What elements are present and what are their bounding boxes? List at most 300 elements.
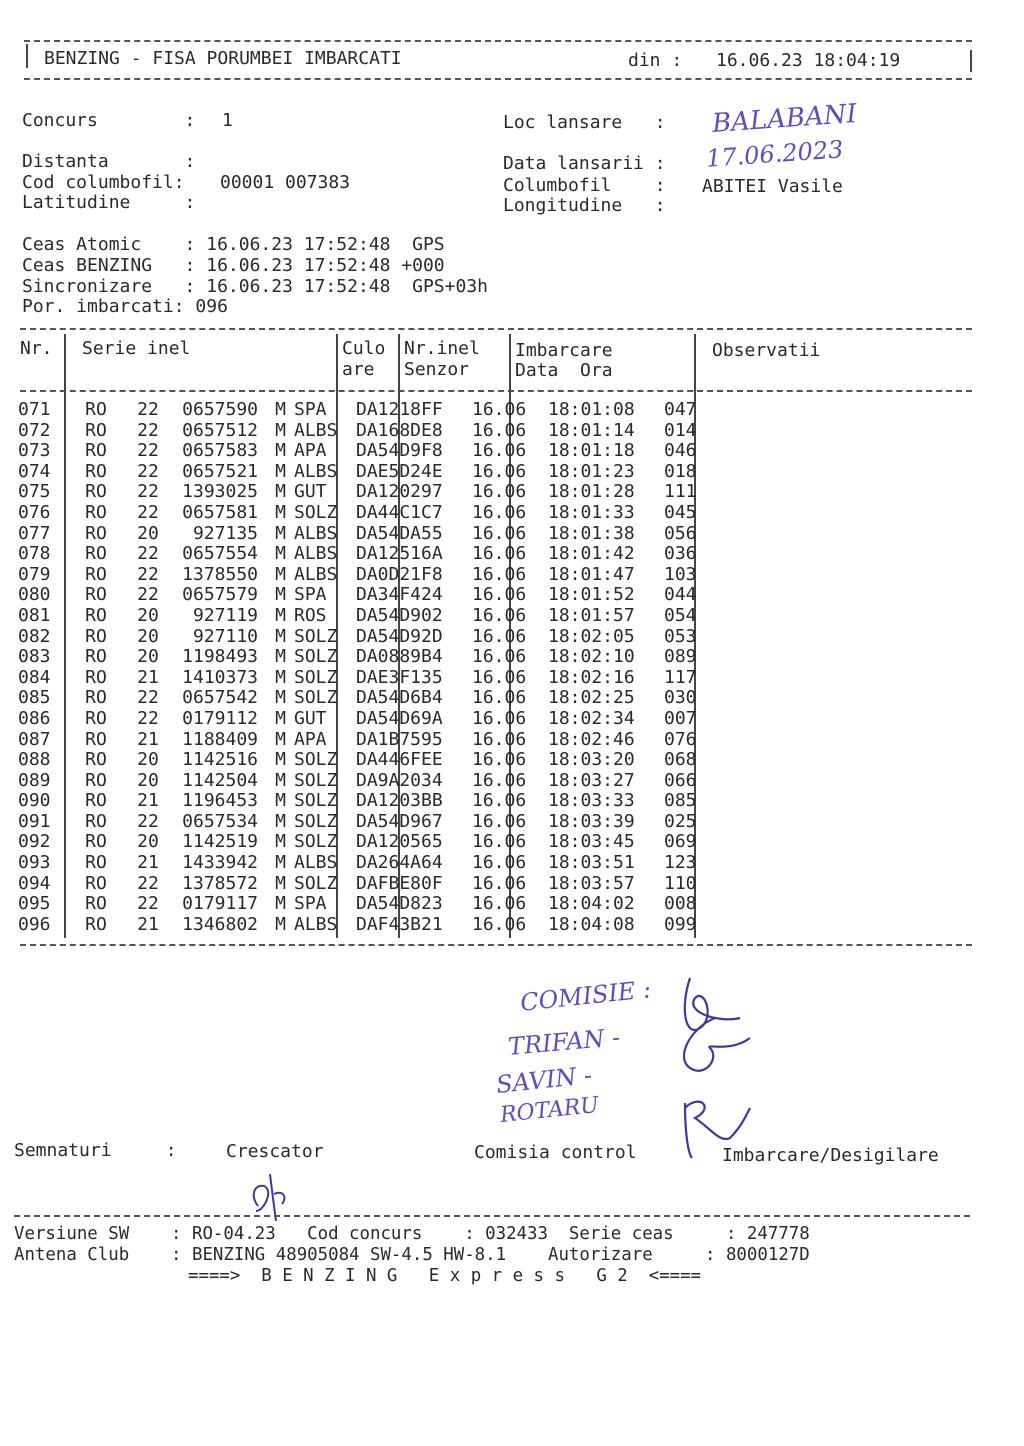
row-observation: 030 [664,687,697,709]
row-sex: M [275,543,286,565]
col-header-are: are [342,359,375,380]
row-observation: 053 [664,625,697,647]
row-date: 16.06 [472,563,527,585]
footer-benzing-express: ====> B E N Z I N G E x p r e s s G 2 <==== [188,1266,702,1286]
columbofil-label: Columbofil : [503,175,666,196]
row-year: 20 [137,831,159,853]
row-date: 16.06 [472,666,527,688]
row-date: 16.06 [472,440,527,462]
row-sex: M [275,666,286,688]
footer-version-line: Versiune SW : RO-04.23 Cod concurs : 032433 Serie ceas : 247778 [14,1224,810,1244]
row-sex: M [275,769,286,791]
row-ring: 0657590 [182,399,258,420]
row-time: 18:03:27 [548,769,635,791]
row-time: 18:01:28 [548,481,635,503]
row-number: 085 [18,687,51,709]
row-number: 082 [18,625,51,647]
row-date: 16.06 [472,501,527,523]
row-color: SOLZ [294,831,338,853]
col-header-nrinel: Nr.inel [404,338,480,359]
row-observation: 054 [664,604,697,626]
row-country: RO [85,625,107,647]
row-number: 089 [18,769,51,791]
row-observation: 025 [664,810,697,832]
row-date: 16.06 [472,625,527,647]
row-ring: 0657512 [182,419,258,441]
row-date: 16.06 [472,893,527,915]
row-year: 20 [137,604,159,626]
row-color: APA [294,728,327,750]
row-color: ALBS [294,460,338,482]
row-date: 16.06 [472,399,527,420]
row-sensor: DA54D902 [356,604,443,626]
row-observation: 068 [664,749,697,771]
row-time: 18:03:33 [548,790,635,812]
row-year: 20 [137,646,159,668]
imbarcare-desigilare-label: Imbarcare/Desigilare [722,1145,939,1166]
row-country: RO [85,646,107,668]
row-date: 16.06 [472,810,527,832]
din-label: din : [628,50,683,71]
crescator-label: Crescator [226,1141,324,1162]
latitudine-label: Latitudine : [22,192,196,213]
row-time: 18:03:39 [548,810,635,832]
row-color: ALBS [294,543,338,565]
row-year: 22 [137,419,159,441]
row-ring: 1378572 [182,872,258,894]
row-year: 21 [137,790,159,812]
row-country: RO [85,893,107,915]
row-color: SOLZ [294,666,338,688]
row-sensor: DA120297 [356,481,443,503]
row-sex: M [275,399,286,420]
row-color: SOLZ [294,646,338,668]
row-ring: 0657534 [182,810,258,832]
row-time: 18:03:51 [548,852,635,874]
row-date: 16.06 [472,522,527,544]
row-country: RO [85,440,107,462]
row-date: 16.06 [472,646,527,668]
row-sex: M [275,625,286,647]
crescator-signature-image [244,1166,304,1226]
table-row [18,730,724,751]
table-row [18,606,724,627]
row-time: 18:02:10 [548,646,635,668]
row-number: 092 [18,831,51,853]
row-country: RO [85,460,107,482]
row-color: SOLZ [294,501,338,523]
row-country: RO [85,481,107,503]
header-right-bar [970,50,972,72]
row-year: 22 [137,543,159,565]
row-number: 096 [18,913,51,935]
row-observation: 103 [664,563,697,585]
commission-signatures-image [660,968,770,1168]
row-number: 072 [18,419,51,441]
table-row [18,585,724,606]
row-number: 084 [18,666,51,688]
ceas-atomic: Ceas Atomic : 16.06.23 17:52:48 GPS [22,234,445,255]
row-color: ALBS [294,913,338,935]
row-time: 18:03:20 [548,749,635,771]
table-row [18,441,724,462]
row-date: 16.06 [472,419,527,441]
row-observation: 007 [664,707,697,729]
row-sex: M [275,522,286,544]
row-sensor: DA168DE8 [356,419,443,441]
row-color: SOLZ [294,749,338,771]
row-sensor: DA0889B4 [356,646,443,668]
row-time: 18:02:34 [548,707,635,729]
row-color: SOLZ [294,790,338,812]
row-observation: 069 [664,831,697,853]
row-date: 16.06 [472,728,527,750]
row-sensor: DA34F424 [356,584,443,606]
row-color: ALBS [294,419,338,441]
row-time: 18:02:25 [548,687,635,709]
row-number: 074 [18,460,51,482]
por-imbarcati: Por. imbarcati: 096 [22,296,228,317]
row-ring: 0657579 [182,584,258,606]
table-bottom-border [20,944,972,946]
row-time: 18:02:46 [548,728,635,750]
table-row [18,688,724,709]
row-sensor: DA9A2034 [356,769,443,791]
row-country: RO [85,790,107,812]
row-sensor: DA446FEE [356,749,443,771]
handwritten-savin: SAVIN - [494,1061,594,1099]
row-year: 22 [137,399,159,420]
row-year: 22 [137,481,159,503]
row-observation: 046 [664,440,697,462]
table-row [18,750,724,771]
row-observation: 018 [664,460,697,482]
row-country: RO [85,687,107,709]
row-time: 18:03:45 [548,831,635,853]
row-sensor: DA54D92D [356,625,443,647]
row-country: RO [85,749,107,771]
row-date: 16.06 [472,707,527,729]
row-sensor: DAF43B21 [356,913,443,935]
handwritten-rotaru: ROTARU [498,1092,601,1129]
row-time: 18:01:33 [548,501,635,523]
row-country: RO [85,872,107,894]
row-color: GUT [294,481,327,503]
col-header-imbarcare: Imbarcare [515,340,613,361]
row-sex: M [275,831,286,853]
table-row [18,647,724,668]
row-country: RO [85,522,107,544]
row-year: 22 [137,687,159,709]
table-row [18,503,724,524]
table-header-border [20,390,972,392]
row-observation: 044 [664,584,697,606]
row-year: 20 [137,769,159,791]
row-observation: 047 [664,399,697,420]
row-observation: 066 [664,769,697,791]
row-number: 083 [18,646,51,668]
row-year: 22 [137,460,159,482]
data-lansarii-label: Data lansarii : [503,153,666,174]
row-sensor: DA54D823 [356,893,443,915]
row-ring: 1198493 [182,646,258,668]
cod-columbofil-value: 00001 007383 [220,172,351,193]
row-sensor: DA12516A [356,543,443,565]
row-number: 075 [18,481,51,503]
concurs-label: Concurs : [22,110,196,131]
table-row [18,771,724,792]
table-row [18,894,724,915]
row-ring: 0657583 [182,440,258,462]
row-sex: M [275,460,286,482]
col-header-observatii: Observatii [712,340,821,361]
row-ring: 1433942 [182,852,258,874]
row-ring: 0657521 [182,460,258,482]
table-top-border [20,328,972,330]
row-observation: 076 [664,728,697,750]
row-sex: M [275,481,286,503]
loc-lansare-value: BALABANI [711,98,858,140]
table-row [18,565,724,586]
row-country: RO [85,563,107,585]
header-top-border [24,40,972,42]
row-number: 093 [18,852,51,874]
row-color: ALBS [294,522,338,544]
row-time: 18:01:42 [548,543,635,565]
row-ring: 927119 [192,604,258,626]
row-number: 079 [18,563,51,585]
col-header-culo: Culo [342,338,386,359]
row-sex: M [275,440,286,462]
col-header-senzor: Senzor [404,359,470,380]
row-year: 22 [137,584,159,606]
row-ring: 1142504 [182,769,258,791]
row-time: 18:01:47 [548,563,635,585]
row-observation: 008 [664,893,697,915]
loc-lansare-label: Loc lansare : [503,112,666,133]
row-date: 16.06 [472,769,527,791]
columbofil-value: ABITEI Vasile [702,176,843,197]
row-sex: M [275,419,286,441]
row-sex: M [275,872,286,894]
row-observation: 089 [664,646,697,668]
row-observation: 111 [664,481,697,503]
ceas-benzing: Ceas BENZING : 16.06.23 17:52:48 +000 [22,255,445,276]
row-time: 18:01:08 [548,399,635,420]
table-row [18,627,724,648]
row-ring: 1378550 [182,563,258,585]
table-row [18,400,724,421]
col-header-data-ora: Data Ora [515,360,613,381]
row-ring: 1393025 [182,481,258,503]
row-color: SOLZ [294,810,338,832]
row-date: 16.06 [472,481,527,503]
row-time: 18:01:38 [548,522,635,544]
row-date: 16.06 [472,584,527,606]
cod-columbofil-label: Cod columbofil: [22,172,185,193]
handwritten-trifan: TRIFAN - [506,1023,622,1061]
row-sex: M [275,790,286,812]
row-year: 22 [137,872,159,894]
table-row [18,853,724,874]
footer-border [14,1215,970,1217]
row-sensor: DA120565 [356,831,443,853]
row-ring: 927135 [192,522,258,544]
row-year: 21 [137,666,159,688]
row-sensor: DAE5D24E [356,460,443,482]
table-row [18,544,724,565]
row-number: 091 [18,810,51,832]
table-row [18,709,724,730]
row-ring: 1410373 [182,666,258,688]
row-number: 094 [18,872,51,894]
row-ring: 927110 [192,625,258,647]
row-color: ALBS [294,852,338,874]
row-year: 22 [137,501,159,523]
row-sensor: DA54D69A [356,707,443,729]
row-ring: 0179112 [182,707,258,729]
row-color: SOLZ [294,769,338,791]
row-date: 16.06 [472,460,527,482]
row-sensor: DA0D21F8 [356,563,443,585]
row-time: 18:03:57 [548,872,635,894]
row-sex: M [275,707,286,729]
row-date: 16.06 [472,749,527,771]
semnaturi-label: Semnaturi : [14,1140,177,1161]
row-date: 16.06 [472,831,527,853]
document-title: BENZING - FISA PORUMBEI IMBARCATI [44,48,402,69]
row-year: 21 [137,728,159,750]
row-sex: M [275,563,286,585]
row-date: 16.06 [472,543,527,565]
row-ring: 1142516 [182,749,258,771]
footer-antena-line: Antena Club : BENZING 48905084 SW-4.5 HW-8.1 Autorizare : 8000127D [14,1245,810,1265]
sincronizare: Sincronizare : 16.06.23 17:52:48 GPS+03h [22,276,488,297]
row-sex: M [275,893,286,915]
row-year: 22 [137,810,159,832]
longitudine-label: Longitudine : [503,195,666,216]
table-row [18,832,724,853]
row-ring: 0657542 [182,687,258,709]
table-row [18,524,724,545]
row-country: RO [85,810,107,832]
row-country: RO [85,501,107,523]
table-row [18,812,724,833]
row-country: RO [85,666,107,688]
row-observation: 014 [664,419,697,441]
row-sensor: DA1218FF [356,399,443,420]
row-year: 20 [137,522,159,544]
table-row [18,791,724,812]
pigeon-table [18,400,724,935]
row-ring: 1196453 [182,790,258,812]
row-country: RO [85,707,107,729]
row-country: RO [85,604,107,626]
row-date: 16.06 [472,790,527,812]
row-number: 080 [18,584,51,606]
row-sensor: DA54D6B4 [356,687,443,709]
row-ring: 0657581 [182,501,258,523]
row-number: 078 [18,543,51,565]
row-time: 18:02:16 [548,666,635,688]
table-row [18,915,724,936]
row-observation: 085 [664,790,697,812]
distanta-label: Distanta : [22,151,196,172]
row-sensor: DA44C1C7 [356,501,443,523]
row-ring: 0657554 [182,543,258,565]
table-row [18,421,724,442]
row-sex: M [275,584,286,606]
row-year: 20 [137,625,159,647]
row-time: 18:01:23 [548,460,635,482]
header-bottom-border [24,78,972,80]
row-sensor: DA54D967 [356,810,443,832]
row-ring: 1346802 [182,913,258,935]
row-country: RO [85,831,107,853]
table-row [18,462,724,483]
row-observation: 110 [664,872,697,894]
row-sex: M [275,687,286,709]
row-sensor: DAE3F135 [356,666,443,688]
row-number: 087 [18,728,51,750]
row-color: SPA [294,584,327,606]
row-year: 21 [137,852,159,874]
row-sex: M [275,604,286,626]
table-row [18,482,724,503]
row-time: 18:04:02 [548,893,635,915]
row-color: GUT [294,707,327,729]
row-sensor: DAFBE80F [356,872,443,894]
row-number: 090 [18,790,51,812]
row-color: SPA [294,399,327,420]
header-left-bar [26,44,28,68]
row-country: RO [85,543,107,565]
row-country: RO [85,769,107,791]
concurs-value: 1 [222,110,233,131]
row-time: 18:01:52 [548,584,635,606]
din-value: 16.06.23 18:04:19 [716,50,901,71]
handwritten-comisie: COMISIE : [518,975,653,1017]
pigeon-table-body [18,400,724,935]
row-ring: 1142519 [182,831,258,853]
col-header-serie: Serie inel [82,338,191,359]
row-sex: M [275,913,286,935]
row-sensor: DA1B7595 [356,728,443,750]
row-observation: 045 [664,501,697,523]
row-observation: 117 [664,666,697,688]
row-date: 16.06 [472,687,527,709]
row-color: APA [294,440,327,462]
table-row [18,874,724,895]
row-sex: M [275,852,286,874]
row-date: 16.06 [472,604,527,626]
row-sex: M [275,749,286,771]
row-sensor: DA264A64 [356,852,443,874]
row-color: SOLZ [294,625,338,647]
row-sensor: DA1203BB [356,790,443,812]
row-year: 22 [137,440,159,462]
row-time: 18:04:08 [548,913,635,935]
row-country: RO [85,728,107,750]
row-color: SOLZ [294,872,338,894]
row-sex: M [275,646,286,668]
row-number: 095 [18,893,51,915]
row-color: SPA [294,893,327,915]
row-date: 16.06 [472,872,527,894]
row-country: RO [85,852,107,874]
row-country: RO [85,399,107,420]
row-ring: 1188409 [182,728,258,750]
